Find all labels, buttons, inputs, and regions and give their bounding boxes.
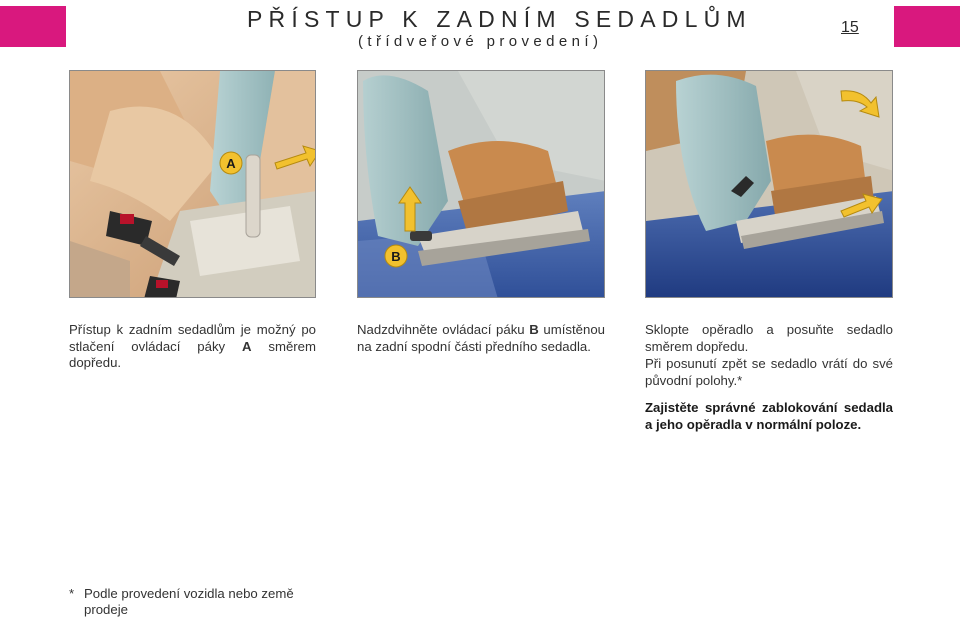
page-title: PŘÍSTUP K ZADNÍM SEDADLŮM xyxy=(247,6,752,32)
page-tab-left xyxy=(0,6,66,47)
caption-step-1-text-b: směrem dopředu. xyxy=(69,338,316,370)
figure-lever-a xyxy=(69,70,316,298)
caption-step-2-lever-ref: B xyxy=(529,322,539,337)
figure-lever-a-illustration xyxy=(70,71,316,298)
caption-step-3-warning: Zajistěte správné zablokování sedadla a jeho opěradla v normální poloze. xyxy=(645,400,893,432)
caption-step-1 xyxy=(69,322,316,372)
caption-step-3 xyxy=(645,322,893,433)
caption-step-2-text-a: Nadzdvihněte ovládací páku xyxy=(357,322,530,337)
figure-lever-b xyxy=(357,70,605,298)
figure-lever-b-illustration xyxy=(358,71,605,298)
page-tab-right xyxy=(894,6,960,47)
page-number: 15 xyxy=(841,19,859,36)
figure-label-a: A xyxy=(226,156,236,171)
caption-step-1-text-a: Přístup k zadním sedadlům je možný po stlačení ovládací páky xyxy=(69,322,316,354)
figure-seat-folded-illustration xyxy=(646,71,893,298)
caption-step-1-lever-ref: A xyxy=(241,338,252,354)
footnote xyxy=(69,586,329,618)
page-subtitle: (třídveřové provedení) xyxy=(358,33,603,50)
footnote-marker: * xyxy=(69,586,75,601)
caption-step-3-para-2: Při posunutí zpět se sedadlo vrátí do své původní polohy.* xyxy=(645,356,893,388)
figure-seat-folded xyxy=(645,70,893,298)
figure-label-b: B xyxy=(391,249,401,264)
footnote-text: Podle provedení vozidla nebo země prodeje xyxy=(84,586,294,617)
caption-step-2-text-b: umístěnou na zadní spodní části předního sedadla. xyxy=(357,322,605,354)
caption-step-2 xyxy=(357,322,605,355)
caption-step-3-para-1: Sklopte opěradlo a posuňte sedadlo směrem dopředu. xyxy=(645,322,893,354)
